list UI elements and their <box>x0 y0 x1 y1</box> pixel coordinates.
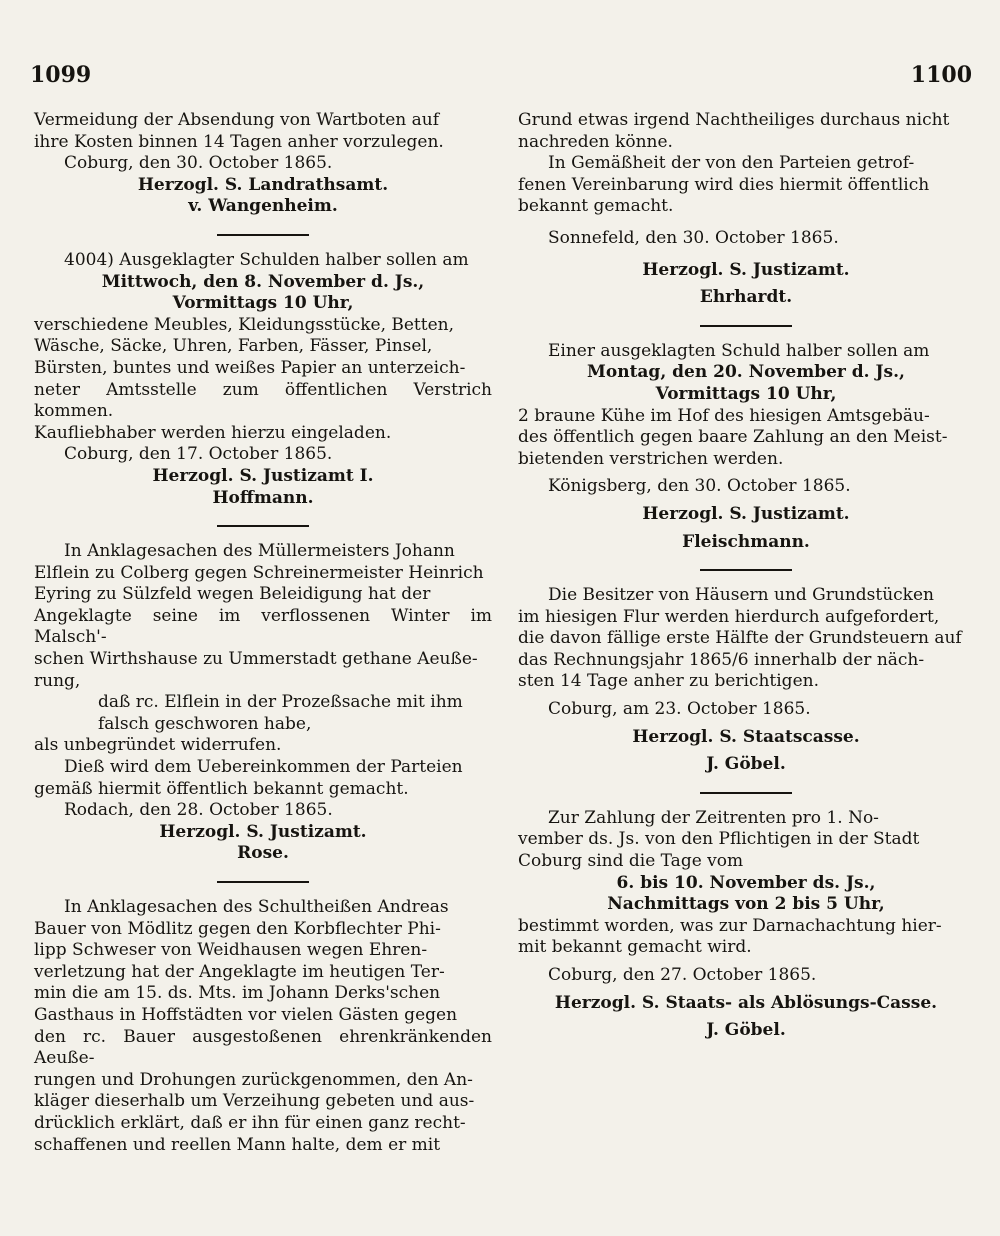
separator-rule <box>700 569 792 571</box>
text-line: lipp Schweser von Weidhausen wegen Ehren- <box>34 940 428 961</box>
auction-date: Montag, den 20. November d. Js., <box>587 362 905 383</box>
text-line: min die am 15. ds. Mts. im Johann Derks'schen <box>34 983 441 1004</box>
notice-elflein <box>34 541 492 865</box>
text-line: bekannt gemacht. <box>518 196 674 217</box>
text-line: verschiedene Meubles, Kleidungsstücke, Betten, <box>34 314 455 335</box>
text-line: das Rechnungsjahr 1865/6 innerhalb der näch- <box>518 649 925 670</box>
notice-signature: J. Göbel. <box>706 1020 786 1041</box>
notice-landrathsamt <box>34 110 492 218</box>
text-line: Vermeidung der Absendung von Wartboten auf <box>34 110 440 130</box>
text-line: im hiesigen Flur werden hierdurch aufgefordert, <box>518 606 940 627</box>
notice-date: Sonnefeld, den 30. October 1865. <box>548 227 839 248</box>
separator-rule <box>217 234 309 236</box>
page-number-left: 1099 <box>30 62 92 88</box>
text-line: Wäsche, Säcke, Uhren, Farben, Fässer, Pinsel, <box>34 336 433 357</box>
notice-date: Königsberg, den 30. October 1865. <box>548 476 851 497</box>
text-line: schen Wirthshause zu Ummerstadt gethane Aeuße- <box>34 649 478 670</box>
text-line: den rc. Bauer ausgestoßenen ehrenkränkenden Aeuße- <box>34 1026 492 1069</box>
notice-koenigsberg <box>518 341 974 553</box>
text-line: Grund etwas irgend Nachtheiliges durchaus nicht <box>518 110 950 130</box>
text-line: Elflein zu Colberg gegen Schreinermeister Heinrich <box>34 562 484 583</box>
separator-rule <box>700 325 792 327</box>
text-line: 2 braune Kühe im Hof des hiesigen Amtsgebäu- <box>518 405 930 426</box>
text-line: Bauer von Mödlitz gegen den Korbflechter Phi- <box>34 918 441 939</box>
auction-time: Vormittags 10 Uhr, <box>172 293 354 314</box>
separator-rule <box>217 525 309 527</box>
text-line: Angeklagte seine im verflossenen Winter im Malsch'- <box>34 605 492 648</box>
notice-date: Coburg, den 30. October 1865. <box>64 153 333 174</box>
notice-office: Herzogl. S. Justizamt. <box>159 821 367 842</box>
notice-office: Herzogl. S. Staatscasse. <box>632 726 860 747</box>
separator-rule <box>217 881 309 883</box>
notice-bauer <box>34 897 492 1156</box>
text-line: Eyring zu Sülzfeld wegen Beleidigung hat der <box>34 584 431 605</box>
text-line: schaffenen und reellen Mann halte, dem er mit <box>34 1134 441 1155</box>
text-line: die davon fällige erste Hälfte der Grundsteuern auf <box>518 628 962 649</box>
text-line: kläger dieserhalb um Verzeihung gebeten und aus- <box>34 1091 475 1112</box>
text-line: des öffentlich gegen baare Zahlung an den Meist- <box>518 427 948 448</box>
text-line: Die Besitzer von Häusern und Grundstücken <box>548 585 934 606</box>
separator-rule <box>700 792 792 794</box>
text-line: Coburg sind die Tage vom <box>518 851 744 872</box>
notice-signature: Rose. <box>237 843 289 864</box>
page-number-right: 1100 <box>910 62 972 88</box>
text-line: Kaufliebhaber werden hierzu eingeladen. <box>34 422 392 443</box>
quoted-statement: daß rc. Elflein in der Prozeßsache mit ihm <box>98 692 463 713</box>
text-line: sten 14 Tage anher zu berichtigen. <box>518 671 819 692</box>
text-line: In Anklagesachen des Müllermeisters Johann <box>64 541 455 562</box>
right-column <box>518 110 974 1042</box>
notice-signature: J. Göbel. <box>706 754 786 775</box>
text-line: rungen und Drohungen zurückgenommen, den An- <box>34 1069 473 1090</box>
text-line: mit bekannt gemacht wird. <box>518 937 752 958</box>
notice-date: Rodach, den 28. October 1865. <box>64 800 333 821</box>
text-line: Zur Zahlung der Zeitrenten pro 1. No- <box>548 807 879 828</box>
notice-office: Herzogl. S. Justizamt. <box>642 503 850 524</box>
text-line: verletzung hat der Angeklagte im heutigen Ter- <box>34 961 445 982</box>
payment-hours: Nachmittags von 2 bis 5 Uhr, <box>607 894 885 915</box>
text-line: neter Amtsstelle zum öffentlichen Verstrich kommen. <box>34 379 492 422</box>
text-line: In Anklagesachen des Schultheißen Andreas <box>64 897 449 917</box>
notice-signature: Fleischmann. <box>682 531 810 552</box>
text-line: Bürsten, buntes und weißes Papier an unterzeich- <box>34 357 466 378</box>
text-line: nachreden könne. <box>518 131 673 152</box>
auction-time: Vormittags 10 Uhr, <box>655 383 837 404</box>
notice-signature: Hoffmann. <box>212 487 314 508</box>
notice-zeitrenten <box>518 808 974 1042</box>
notice-4004 <box>34 250 492 509</box>
left-column <box>34 110 492 1156</box>
notice-office: Herzogl. S. Justizamt. <box>642 259 850 280</box>
notice-office: Herzogl. S. Landrathsamt. <box>137 174 389 195</box>
text-line: rung, <box>34 670 81 691</box>
text-line: 4004) Ausgeklagter Schulden halber sollen am <box>64 249 469 270</box>
notice-date: Coburg, den 17. October 1865. <box>64 444 333 465</box>
notice-sonnefeld <box>518 110 974 309</box>
text-line: gemäß hiermit öffentlich bekannt gemacht. <box>34 778 409 799</box>
notice-office: Herzogl. S. Justizamt I. <box>152 465 374 486</box>
notice-signature: v. Wangenheim. <box>188 196 338 217</box>
notice-date: Coburg, den 27. October 1865. <box>548 965 817 985</box>
text-line: Gasthaus in Hoffstädten vor vielen Gästen gegen <box>34 1004 458 1025</box>
text-line: Dieß wird dem Uebereinkommen der Parteien <box>64 757 463 778</box>
text-line: bestimmt worden, was zur Darnachachtung hier- <box>518 915 942 936</box>
quoted-statement: falsch geschworen habe, <box>98 713 312 734</box>
notice-date: Coburg, am 23. October 1865. <box>548 699 811 720</box>
text-line: drücklich erklärt, daß er ihn für einen ganz recht- <box>34 1112 466 1133</box>
text-line: als unbegründet widerrufen. <box>34 735 282 756</box>
text-line: vember ds. Js. von den Pflichtigen in der Stadt <box>518 829 920 850</box>
notice-office: Herzogl. S. Staats- als Ablösungs-Casse. <box>554 992 938 1013</box>
notice-grundsteuern <box>518 585 974 776</box>
text-line: ihre Kosten binnen 14 Tagen anher vorzulegen. <box>34 131 444 152</box>
auction-date: Mittwoch, den 8. November d. Js., <box>101 271 425 292</box>
text-line: fenen Vereinbarung wird dies hiermit öffentlich <box>518 174 930 195</box>
notice-signature: Ehrhardt. <box>699 287 793 308</box>
text-line: Einer ausgeklagten Schuld halber sollen am <box>548 340 930 361</box>
payment-dates: 6. bis 10. November ds. Js., <box>616 872 876 893</box>
text-line: In Gemäßheit der von den Parteien getrof- <box>548 153 915 174</box>
text-line: bietenden verstrichen werden. <box>518 448 784 469</box>
